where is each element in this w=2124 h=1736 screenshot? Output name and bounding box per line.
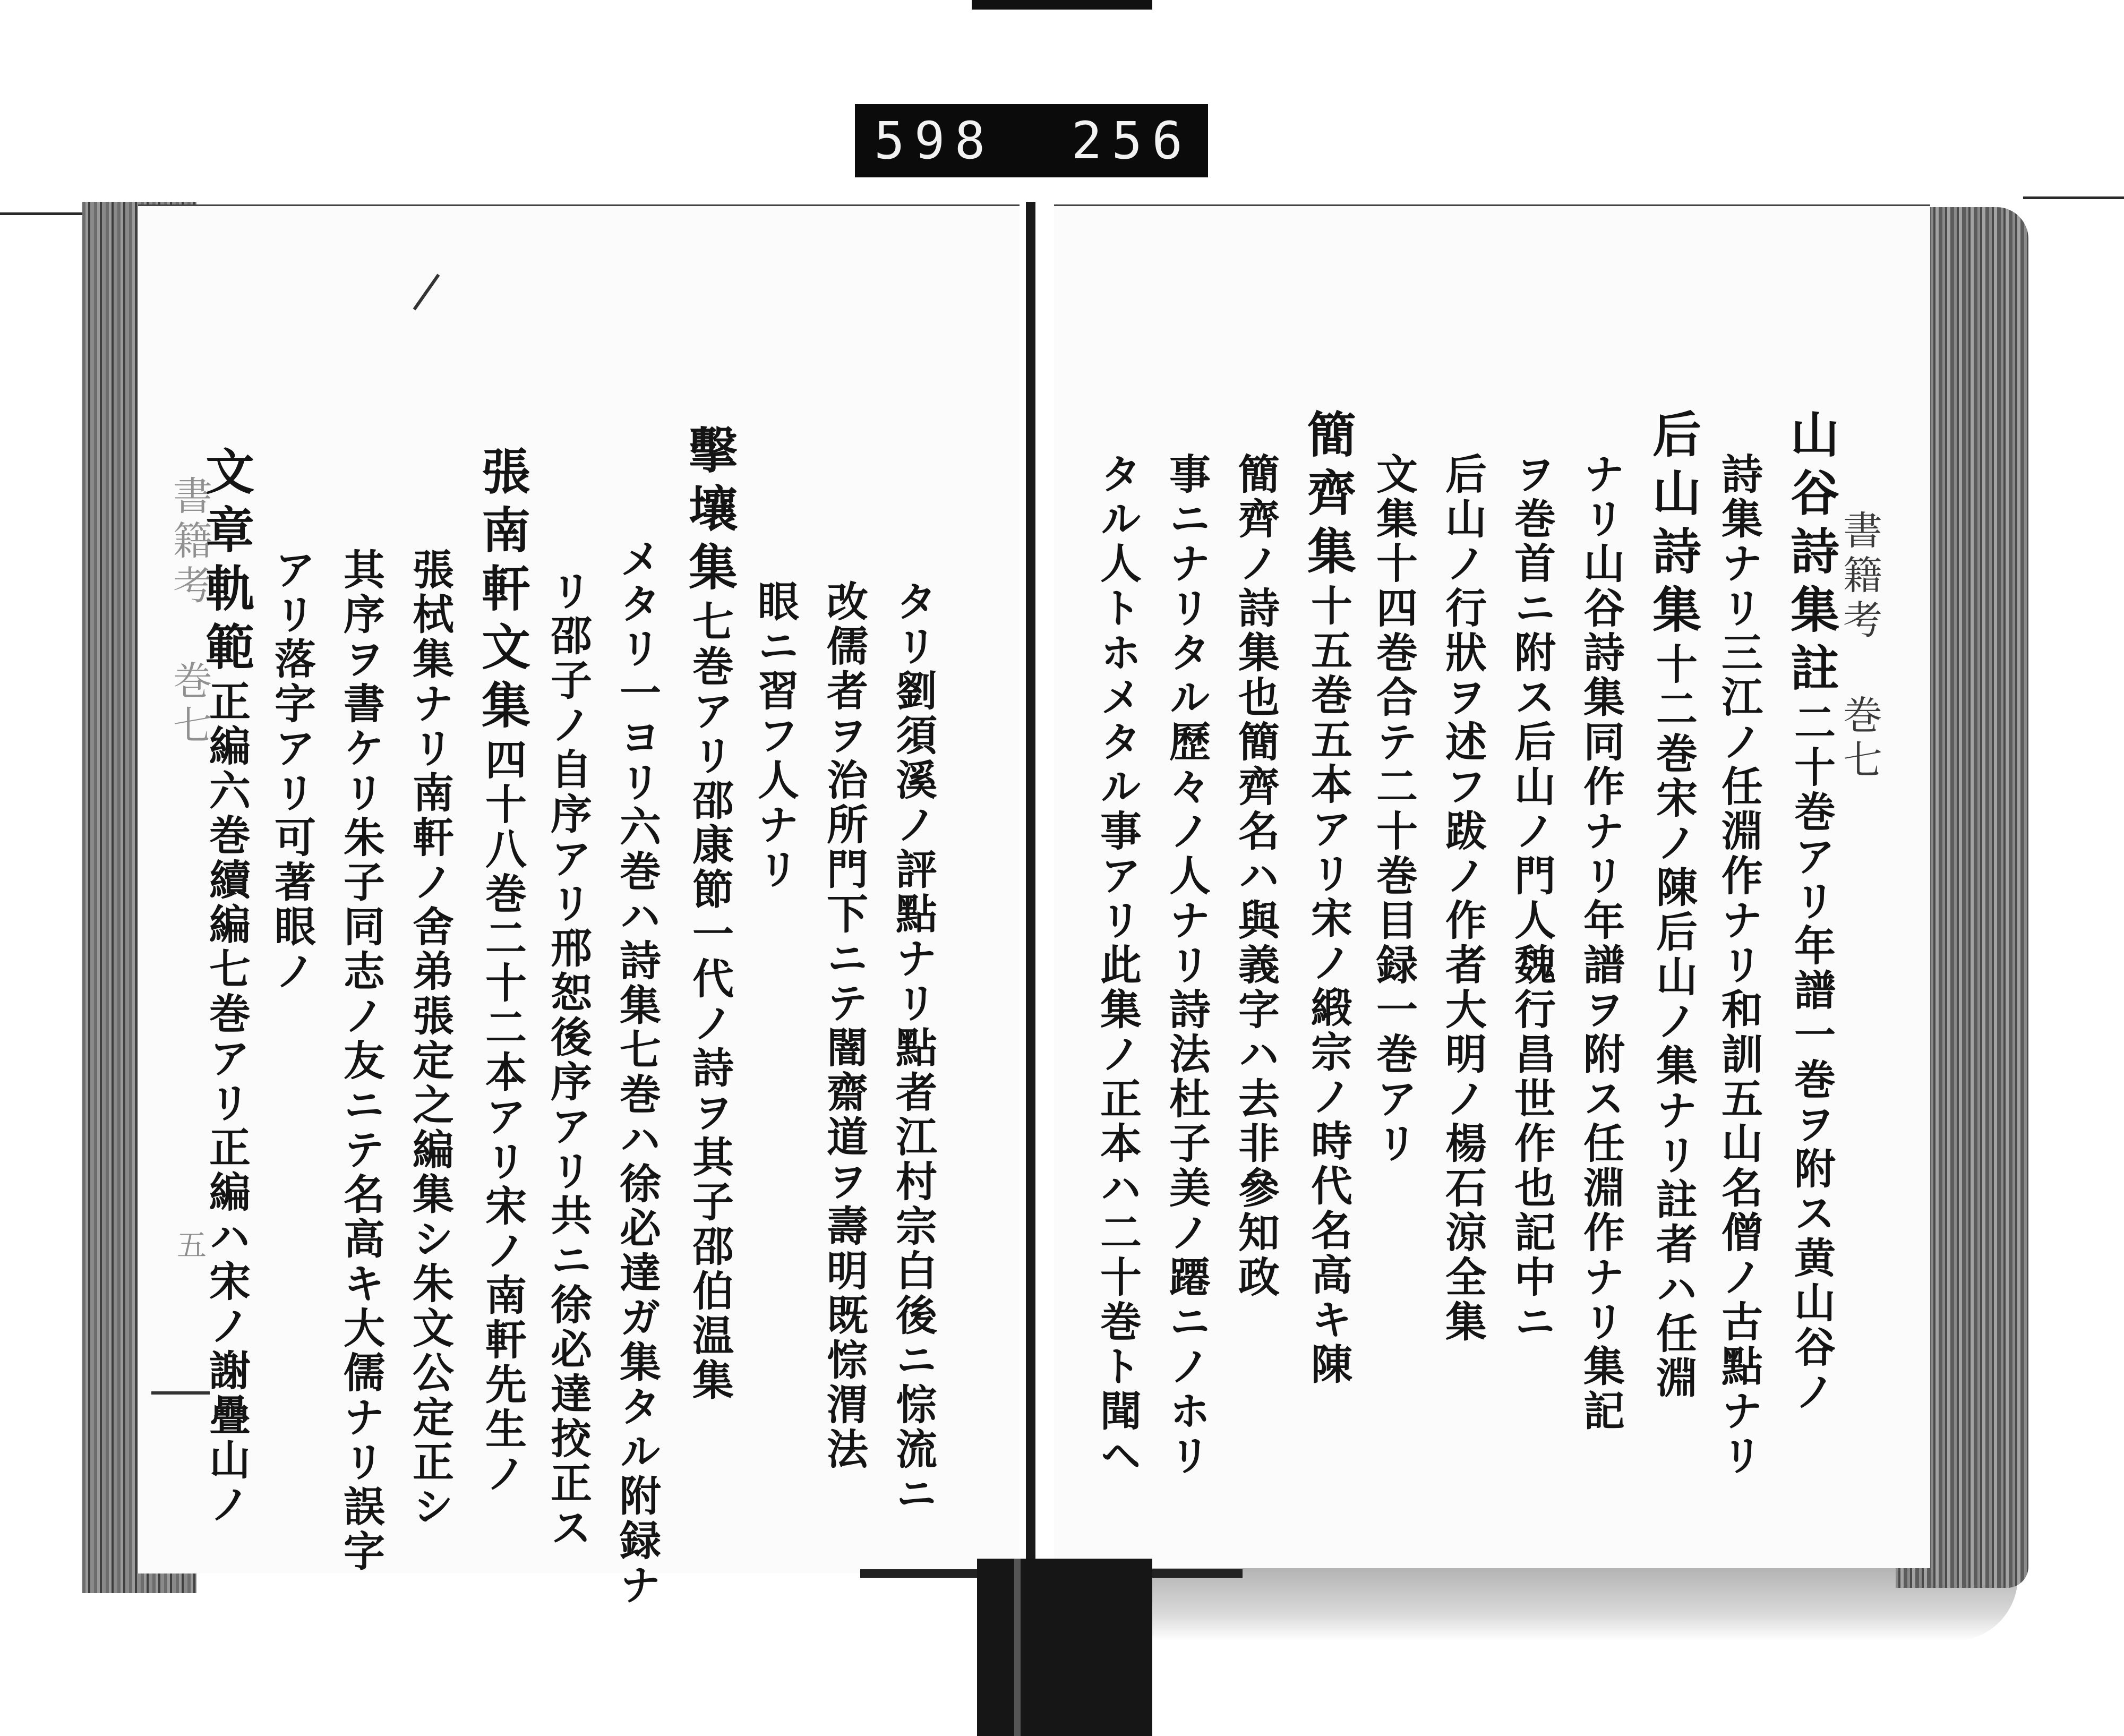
right-running-head-text: 書籍考 巻七: [1837, 510, 1882, 784]
entry-title: 張南軒文集: [474, 446, 531, 738]
left-col-8: [406, 504, 454, 1529]
entry-text: 眼ニ習フ人ナリ: [751, 580, 799, 892]
left-col-5: [613, 494, 661, 1608]
left-crop-line: [0, 212, 85, 215]
left-col-11: [198, 446, 255, 1527]
right-col-7: [1369, 409, 1418, 1166]
right-col-5: [1508, 409, 1556, 1345]
entry-text: 改儒者ヲ治所門下ニテ闇齋道ヲ壽明既悰渭法: [820, 580, 868, 1472]
book-gutter: [1026, 202, 1035, 1561]
frame-number-label: [855, 104, 1208, 177]
right-col-2: [1715, 409, 1763, 1478]
right-col-10: [1162, 409, 1211, 1478]
entry-text: 詩集ナリ三江ノ任淵作ナリ和訓五山名僧ノ古點ナリ: [1715, 452, 1763, 1478]
left-running-head-text: 書籍考 巻七: [167, 475, 212, 749]
left-folio: 五: [172, 1229, 207, 1262]
entry-text: 正編六巻續編七巻アリ正編ハ宋ノ謝疊山ノ: [202, 680, 251, 1527]
entry-title: 簡齊集: [1299, 409, 1357, 584]
right-col-8: [1299, 409, 1357, 1387]
entry-text: ヲ巻首ニ附ス后山ノ門人魏行昌世作也記中ニ: [1508, 452, 1556, 1345]
entry-text: 事ニナリタル歷々ノ人ナリ詩法杜子美ノ蹮ニノホリ: [1162, 452, 1211, 1478]
entry-text: 其序ヲ書ケリ朱子同志ノ友ニテ名高キ大儒ナリ誤字: [337, 548, 385, 1574]
entry-text: アリ落字アリ可著眼ノ: [268, 548, 316, 994]
spine-binding: [977, 1559, 1152, 1736]
right-col-3: [1645, 409, 1702, 1401]
entry-text: ナリ山谷詩集同作ナリ年譜ヲ附ス任淵作ナリ集記: [1577, 452, 1625, 1434]
left-col-2: [820, 536, 868, 1472]
right-col-6: [1438, 409, 1487, 1345]
entry-text: 四十八巻二十二本アリ宋ノ南軒先生ノ: [478, 738, 527, 1496]
entry-text: 七巻アリ邵康節一代ノ詩ヲ其子邵伯温集: [686, 600, 734, 1403]
left-col-6: [544, 526, 592, 1551]
left-col-9: [337, 504, 385, 1574]
entry-text: タル人トホメタル事アリ此集ノ正本ハ二十巻ト聞ヘ: [1093, 452, 1142, 1478]
entry-text: 十二巻宋ノ陳后山ノ集ナリ註者ハ任淵: [1649, 643, 1698, 1401]
entry-text: リ邵子ノ自序アリ邢恕後序アリ共ニ徐必達挍正ス: [544, 569, 592, 1551]
right-col-11: [1093, 409, 1142, 1478]
entry-text: 文集十四巻合テ二十巻目録一巻アリ: [1369, 452, 1418, 1166]
right-col-4: [1577, 409, 1625, 1434]
entry-title: 擊壤集: [681, 425, 738, 600]
entry-text: 張栻集ナリ南軒ノ舍弟張定之編集シ朱文公定正シ: [406, 548, 454, 1529]
right-col-9: [1231, 409, 1280, 1300]
entry-text: 十五巻五本アリ宋ノ緞宗ノ時代名高キ陳: [1304, 584, 1352, 1387]
left-col-1: [889, 536, 937, 1517]
left-col-7: [474, 446, 531, 1496]
left-col-3: [751, 536, 799, 892]
frame-number-left: 598: [874, 111, 995, 170]
entry-text: タリ劉須溪ノ評點ナリ點者江村宗白後ニ悰流ニ: [889, 580, 937, 1517]
right-page-text: [1094, 409, 1848, 1551]
entry-text: 二十巻アリ年譜一巻ヲ附ス黄山谷ノ: [1787, 701, 1836, 1415]
entry-text: 后山ノ行狀ヲ述フ跋ノ作者大明ノ楊石涼全集: [1438, 452, 1487, 1345]
right-crop-line: [2023, 196, 2124, 199]
right-col-1: [1783, 409, 1840, 1415]
entry-title: 文章軌範: [198, 446, 255, 680]
entry-title: 山谷詩集註: [1783, 409, 1840, 701]
entry-text: メタリ一ヨリ六巻ハ詩集七巻ハ徐必達ガ集タル附録ナ: [613, 537, 661, 1608]
entry-title: 后山詩集: [1645, 409, 1702, 643]
film-top-tab: [972, 0, 1152, 10]
left-page-text: [194, 425, 990, 1608]
frame-number-right: 256: [1071, 111, 1192, 170]
left-col-4: [681, 425, 738, 1403]
left-col-10: [268, 504, 316, 994]
entry-text: 簡齊ノ詩集也簡齊名ハ與義字ハ去非參知政: [1231, 452, 1280, 1300]
